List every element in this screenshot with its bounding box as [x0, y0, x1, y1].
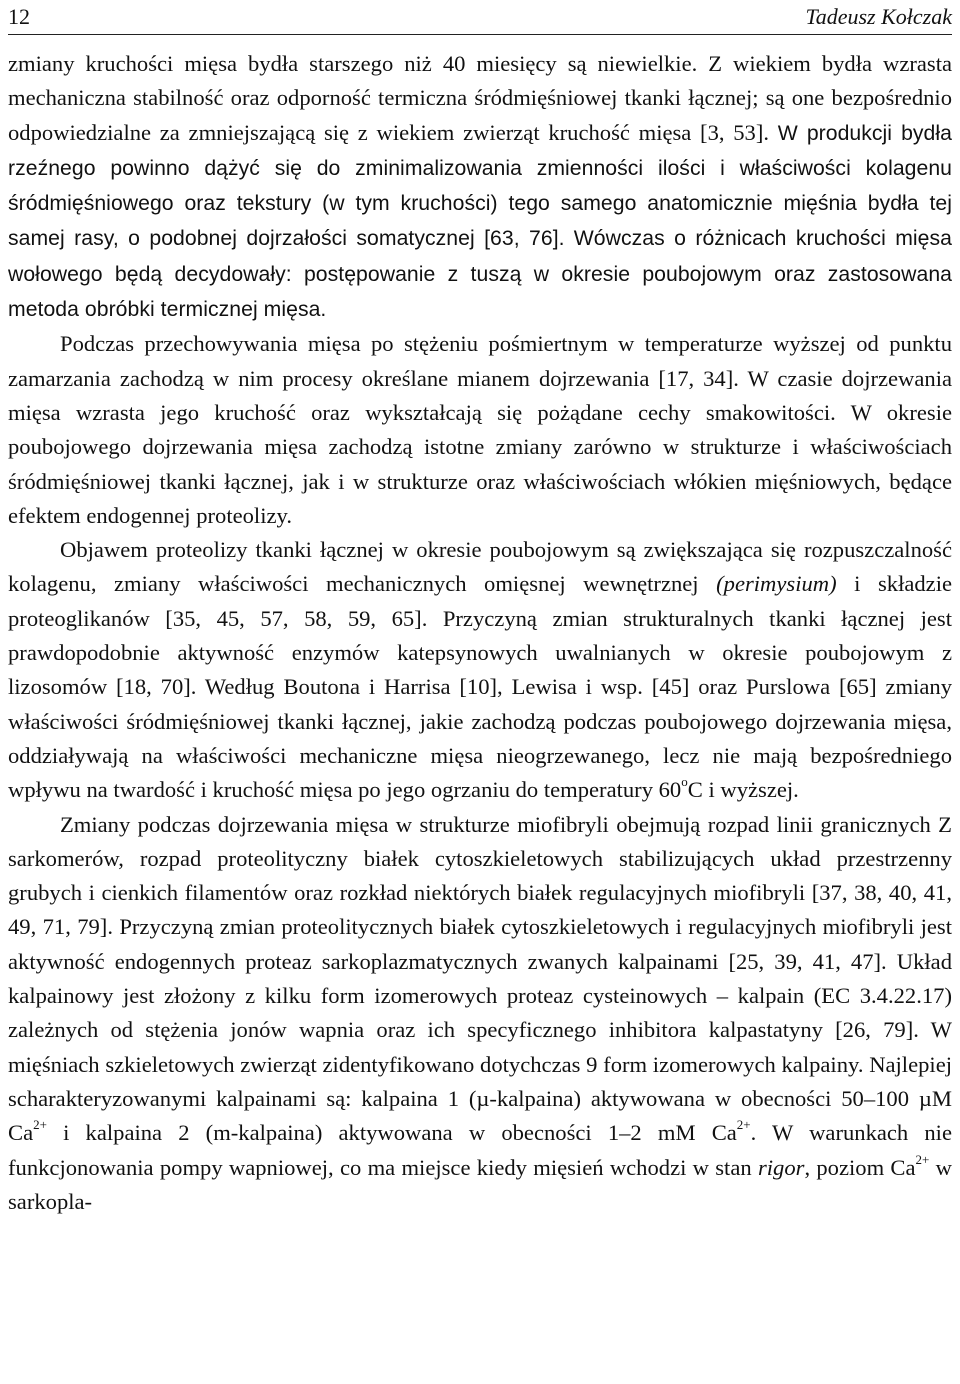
paragraph-4-italic-term: rigor [757, 1154, 805, 1180]
paragraph-3-italic-term: (perimysium) [716, 571, 837, 597]
paragraph-4-part-f: w sarkopla- [8, 1154, 952, 1214]
paragraph-3-part-a: Objawem proteolizy tkanki łącznej w okresie poubojowym są zwiększająca się rozpuszczalność kolagenu, zmiany właściwości mechanicznych omięsnej wewnętrznej [8, 537, 952, 597]
paragraph-4 [8, 808, 952, 1220]
paragraph-1 [8, 47, 952, 327]
paragraph-1-part-c: Wówczas o różnicach kruchości mięsa wołowego będą decydowały: postępowanie z tuszą w okresie poubojowym oraz zastosowana metoda obróbki termicznej mięsa. [8, 227, 952, 322]
paragraph-4-part-b: i kalpaina 2 (m-kalpaina) aktywowana w obecności 1–2 mM Ca [46, 1120, 737, 1146]
calcium-charge-sup-1: 2+ [33, 1117, 47, 1133]
paragraph-4-part-c: . W warunkach nie funkcjonowania pompy wapniowej, co ma miejsce kiedy mięsień wchodzi w stan [8, 1120, 952, 1180]
paragraph-2-text: Podczas przechowywania mięsa po stężeniu pośmiertnym w temperaturze wyższej od punktu zamarzania zachodzą w nim procesy określane mianem dojrzewania [17, 34]. W czasie dojrzewania mięsa wzrasta jego kruchość oraz wykształcają się pożądane cechy smakowitości. W okresie poubojowego dojrzewania mięsa zachodzą istotne zmiany zarówno w strukturze i właściwościach śródmięśniowej tkanki łącznej, jak i w strukturze oraz właściwościach włókien mięśniowych, będące efektem endogennej proteolizy. [8, 331, 952, 528]
calcium-charge-sup-2: 2+ [736, 1117, 751, 1133]
paragraph-3-part-e: C i wyższej. [687, 777, 799, 803]
paragraph-4-part-a: Zmiany podczas dojrzewania mięsa w strukturze miofibryli obejmują rozpad linii granicznych Z sarkomerów, rozpad proteolityczny białek cytoszkieletowych stabilizujących układ przestrzenny grubych i cienkich filamentów oraz rozkład niektórych białek regulacyjnych miofibryli [37, 38, 40, 41, 49, 71, 79]. Przyczyną zmian proteolitycznych białek cytoszkieletowych i regulacyjnych miofibryli jest aktywność endogennych proteaz sarkoplazmatycznych zwanych kalpainami [25, 39, 41, 47]. Układ kalpainowy jest złożony z kilku form izomerowych proteaz cysteinowych – kalpain (EC 3.4.22.17) zależnych od stężenia jonów wapnia oraz ich specyficznego inhibitora kalpastatyny [26, 79]. W mięśniach szkieletowych zwierząt zidentyfikowano dotychczas 9 form izomerowych kalpainy. Najlepiej scharakteryzowanymi kalpainami są: kalpaina 1 (µ-kalpaina) aktywowana w obecności 50–100 µM Ca [8, 811, 952, 1146]
paragraph-1-part-a: zmiany kruchości mięsa bydła starszego niż 40 miesięcy są niewielkie. Z wiekiem bydła wzrasta mechaniczna stabilność oraz odporność termiczna śródmięśniowej tkanki łącznej; są one bezpośrednio odpowiedzialne za zmniejszającą się z wiekiem zwierząt kruchość mięsa [3, 53]. [8, 51, 952, 145]
page-header [8, 0, 952, 35]
running-head-author: Tadeusz Kołczak [805, 4, 952, 29]
page-number: 12 [8, 4, 30, 29]
body-text [8, 47, 952, 1219]
paragraph-1-part-b: W produkcji bydła rzeźnego powinno dążyć się do zminimalizowania zmienności ilości i właściwości kolagenu śródmięśniowego oraz tekstury (w tym kruchości) tego samego anatomicznie mięśnia bydła tej samej rasy, o podobnej dojrzałości somatycznej [63, 76]. [8, 121, 952, 251]
paragraph-2 [8, 327, 952, 533]
degree-sup: o [681, 774, 688, 790]
paragraph-3 [8, 533, 952, 807]
paragraph-3-part-c: i składzie proteoglikanów [35, 45, 57, 58, 59, 65]. Przyczyną zmian strukturalnych tkanki łącznej jest prawdopodobnie aktywność enzymów katepsynowych uwalnianych w okresie poubojowym z lizosomów [18, 70]. Według Boutona i Harrisa [10], Lewisa i wsp. [45] oraz Purslowa [65] zmiany właściwości śródmięśniowej tkanki łącznej, jakie zachodzą podczas poubojowego dojrzewania mięsa, oddziaływają na właściwości mechaniczne mięsa nieogrzewanego, lecz nie mają bezpośredniego wpływu na twardość i kruchość mięsa po jego ogrzaniu do temperatury 60 [8, 571, 953, 803]
calcium-charge-sup-3: 2+ [915, 1151, 930, 1167]
paragraph-4-part-e: , poziom Ca [804, 1154, 916, 1180]
